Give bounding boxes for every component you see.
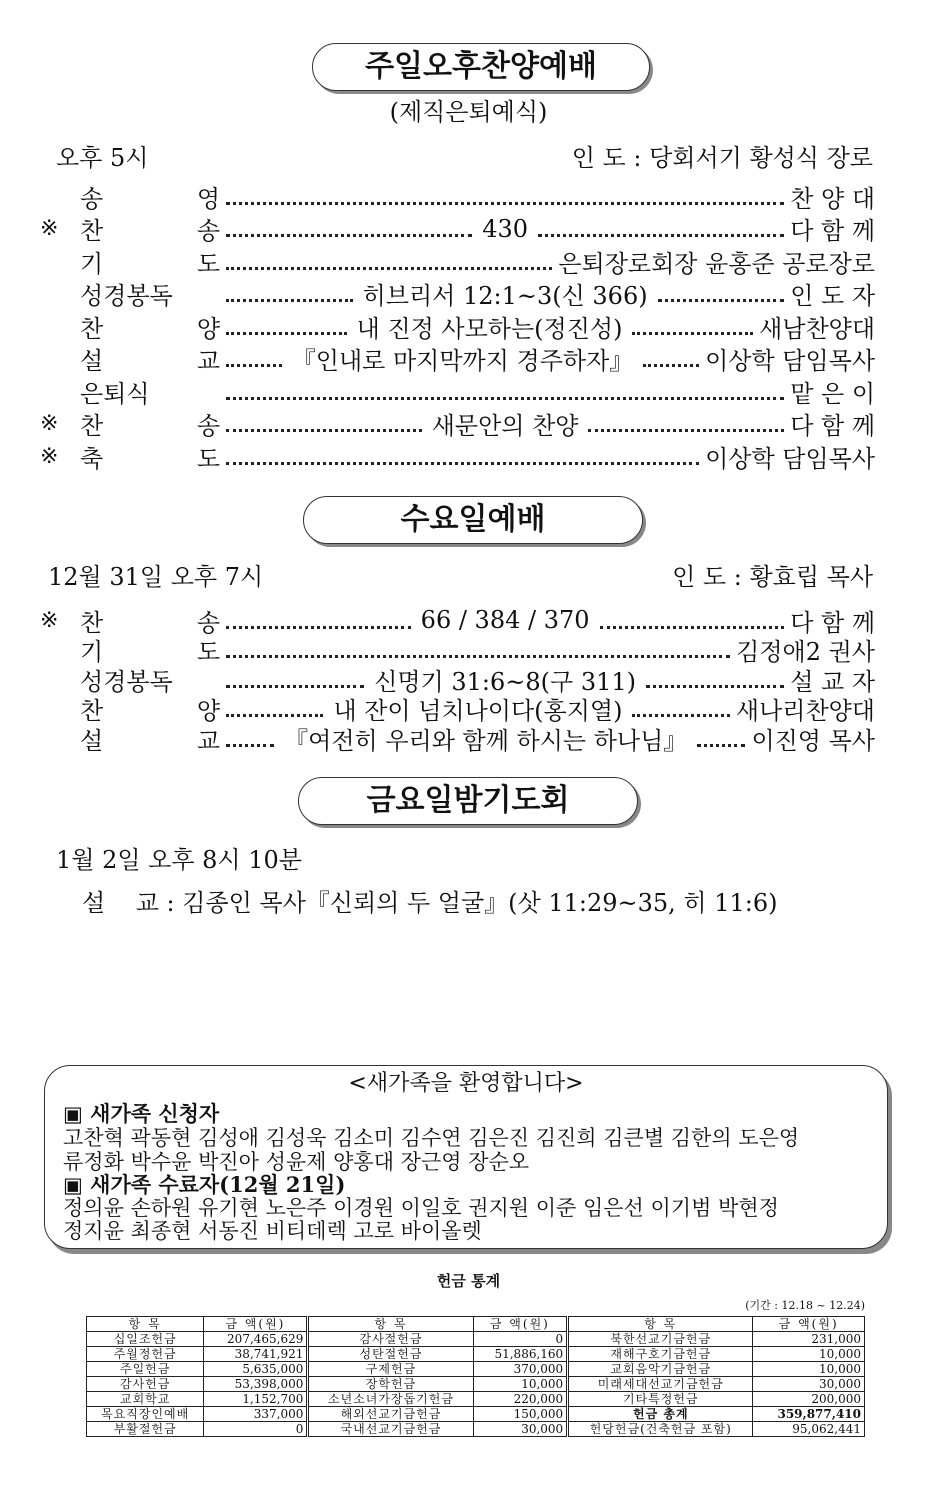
wednesday-program-row [40,694,875,724]
wednesday-time: 12월 31일 오후 7시 [48,563,264,591]
leader-dots [697,742,745,747]
offering-item: 해외선교기금헌금 [308,1407,473,1422]
offering-item: 감사헌금 [87,1377,204,1392]
header-amount: 금 액(원) [473,1317,568,1332]
friday-title: 금요일밤기도회 [298,777,638,825]
program-person: 찬 양 대 [790,184,875,213]
header-item: 항 목 [568,1317,753,1332]
program-label-part: 교 [196,347,220,375]
program-detail: 66 / 384 / 370 [420,606,590,634]
leader-dots [643,362,699,367]
program-label-part: 교 [196,726,220,755]
offering-item: 주월정헌금 [87,1347,204,1362]
program-label-part: 도 [196,638,220,666]
completed-heading: ▣ 새가족 수료자(12월 21일) [63,1172,346,1197]
leader-dots [226,200,784,205]
program-person: 설 교 자 [790,667,875,696]
header-item: 항 목 [87,1317,204,1332]
afternoon-subtitle: (제직은퇴예식) [389,98,548,126]
offering-row [87,1392,865,1407]
program-person: 이진영 목사 [751,726,875,755]
program-detail: 『인내로 마지막까지 경주하자』 [291,347,634,375]
offering-amount: 1,152,700 [204,1392,308,1407]
offering-item: 목요직장인예배 [87,1407,204,1422]
program-label-part: 송 [196,217,220,245]
program-label-part: 송 [80,184,104,213]
wednesday-program-row [40,635,875,665]
offering-amount: 10,000 [753,1362,865,1377]
offering-item: 기타특정헌금 [568,1392,753,1407]
wednesday-program-row [40,664,875,694]
offering-amount: 95,062,441 [753,1422,865,1437]
program-label-part: 기 [80,249,104,278]
header-amount: 금 액(원) [204,1317,308,1332]
program-label-part: 송 [196,608,220,637]
offering-item: 교회음악기금헌금 [568,1362,753,1377]
afternoon-title: 주일오후찬양예배 [312,43,650,91]
program-label-part: 기 [80,638,104,666]
afternoon-time: 오후 5시 [56,144,149,172]
offering-row [87,1362,865,1377]
offering-item: 감사절헌금 [308,1332,473,1347]
offering-item: 북한선교기금헌금 [568,1332,753,1347]
program-label-part: 축 [80,444,104,473]
wednesday-leader: 인 도 : 황효립 목사 [672,563,873,591]
leader-dots [226,460,699,465]
offering-item: 십일조헌금 [87,1332,204,1347]
program-label-part: 찬 [80,697,104,725]
offering-header-row [87,1317,865,1332]
program-detail: 내 진정 사모하는(정진성) [356,314,623,343]
program-detail: 신명기 31:6~8(구 311) [374,667,636,696]
program-detail: 내 잔이 넘치나이다(홍지열) [333,697,623,725]
program-detail: 새문안의 찬양 [431,412,579,440]
program-label-part: 찬 [80,314,104,343]
program-detail: 430 [482,214,528,243]
program-label [80,341,220,376]
program-label [80,276,220,311]
program-person: 이상학 담임목사 [705,347,876,375]
leader-dots [226,297,353,302]
afternoon-program-row [40,441,875,471]
wednesday-program-row [40,605,875,635]
standing-mark: ※ [40,411,59,436]
program-label [80,439,220,474]
program-label [80,211,220,246]
program-label-part: 찬 [80,217,104,245]
offering-row [87,1377,865,1392]
afternoon-program-row [40,344,875,374]
offering-row [87,1332,865,1347]
program-label-part: 성경봉독 [80,667,173,696]
afternoon-program-row [40,376,875,406]
offering-amount: 10,000 [753,1347,865,1362]
afternoon-program-row [40,246,875,276]
offering-amount: 207,465,629 [204,1332,308,1347]
program-person: 다 함 께 [790,412,876,440]
welcome-title: <새가족을 환영합니다> [348,1071,584,1096]
program-label [80,179,220,214]
offering-amount: 359,877,410 [753,1407,865,1422]
program-person: 다 함 께 [790,608,875,637]
offering-item: 장학헌금 [308,1377,473,1392]
standing-mark: ※ [40,607,59,633]
leader-dots [226,395,784,400]
offering-amount: 231,000 [753,1332,865,1347]
leader-dots [226,265,552,270]
offering-amount: 5,635,000 [204,1362,308,1377]
program-label-part: 은퇴식 [80,379,150,408]
friday-sermon: 설 교 : 김종인 목사『신뢰의 두 얼굴』(삿 11:29~35, 히 11:6) [82,889,778,917]
offering-amount: 10,000 [473,1377,568,1392]
offering-item: 재해구호기금헌금 [568,1347,753,1362]
wednesday-title: 수요일예배 [303,496,643,544]
header-amount: 금 액(원) [753,1317,865,1332]
offering-item: 성탄절헌금 [308,1347,473,1362]
leader-dots [226,232,472,237]
offering-amount: 53,398,000 [204,1377,308,1392]
applicants-line-1: 고찬혁 곽동현 김성애 김성욱 김소미 김수연 김은진 김진희 김큰별 김한의 도은영 [63,1126,800,1150]
leader-dots [632,712,729,717]
offering-row [87,1347,865,1362]
leader-dots [226,683,364,688]
program-label-part: 성경봉독 [80,282,173,310]
offering-amount: 38,741,921 [204,1347,308,1362]
wednesday-program-row [40,723,875,753]
friday-time: 1월 2일 오후 8시 10분 [56,846,302,874]
offering-amount: 370,000 [473,1362,568,1377]
program-person: 김정애2 권사 [736,638,875,666]
offering-amount: 0 [204,1422,308,1437]
afternoon-leader: 인 도 : 당회서기 황성식 장로 [571,144,873,172]
program-label-part: 찬 [80,412,104,440]
offering-item: 교회학교 [87,1392,204,1407]
program-label [80,244,220,279]
leader-dots [226,427,422,432]
afternoon-program-row [40,409,875,439]
program-label-part: 설 [80,726,104,755]
program-person: 새나리찬양대 [735,697,875,725]
standing-mark: ※ [40,443,59,469]
completed-line-2: 정지윤 최종현 서동진 비티데렉 고로 바이올렛 [63,1219,482,1243]
offering-row [87,1422,865,1437]
leader-dots [226,330,347,335]
header-item: 항 목 [308,1317,473,1332]
offering-item: 부활절헌금 [87,1422,204,1437]
applicants-line-2: 류정화 박수윤 박진아 성윤제 양홍대 장근영 장순오 [63,1150,530,1174]
leader-dots [226,362,282,367]
program-label-part: 송 [196,412,220,440]
leader-dots [600,624,785,629]
offering-item: 국내선교기금헌금 [308,1422,473,1437]
program-person: 인 도 자 [790,282,875,310]
program-label-part: 도 [196,249,220,278]
leader-dots [658,297,785,302]
program-person: 맡 은 이 [790,379,875,408]
afternoon-program-row [40,214,875,244]
applicants-heading: ▣ 새가족 신청자 [63,1101,220,1126]
program-label-part: 찬 [80,608,104,637]
offering-row [87,1407,865,1422]
offering-item: 헌당헌금(건축헌금 포함) [568,1422,753,1437]
program-detail: 『여전히 우리와 함께 하시는 하나님』 [284,726,688,755]
leader-dots [646,683,784,688]
program-person: 은퇴장로회장 윤홍준 공로장로 [558,249,875,278]
offering-amount: 51,886,160 [473,1347,568,1362]
leader-dots [226,712,323,717]
leader-dots [632,330,753,335]
offering-item: 미래세대선교기금헌금 [568,1377,753,1392]
leader-dots [226,742,274,747]
program-label-part: 도 [196,444,220,473]
completed-line-1: 정의윤 손하원 유기현 노은주 이경원 이일호 권지원 이준 임은선 이기범 박현정 [63,1196,779,1220]
offering-title: 헌금 통계 [436,1272,501,1290]
offering-amount: 150,000 [473,1407,568,1422]
offering-amount: 200,000 [753,1392,865,1407]
offering-amount: 337,000 [204,1407,308,1422]
offering-amount: 220,000 [473,1392,568,1407]
program-label-part: 영 [196,184,220,213]
program-person: 새남찬양대 [759,314,875,343]
offering-period: (기간 : 12.18 ~ 12.24) [745,1299,865,1312]
program-person: 이상학 담임목사 [705,444,875,473]
offering-amount: 30,000 [753,1377,865,1392]
welcome-box [44,1065,888,1249]
leader-dots [226,653,730,658]
program-label-part: 양 [196,314,220,343]
afternoon-program-row [40,279,875,309]
program-label-part: 설 [80,347,104,375]
program-label [80,406,220,441]
standing-mark: ※ [40,216,59,241]
offering-item: 주일헌금 [87,1362,204,1377]
offering-amount: 30,000 [473,1422,568,1437]
afternoon-program-row [40,311,875,341]
afternoon-program-row [40,181,875,211]
leader-dots [226,624,411,629]
program-person: 다 함 께 [790,217,875,245]
leader-dots [588,427,784,432]
offering-amount: 0 [473,1332,568,1347]
leader-dots [538,232,784,237]
program-label [80,374,220,409]
program-label [80,721,220,756]
program-label [80,309,220,344]
offering-item: 헌금 총계 [568,1407,753,1422]
offering-item: 구제헌금 [308,1362,473,1377]
offering-table [86,1316,865,1437]
program-label-part: 양 [196,697,220,725]
program-detail: 히브리서 12:1~3(신 366) [362,282,648,310]
offering-item: 소년소녀가장돕기헌금 [308,1392,473,1407]
